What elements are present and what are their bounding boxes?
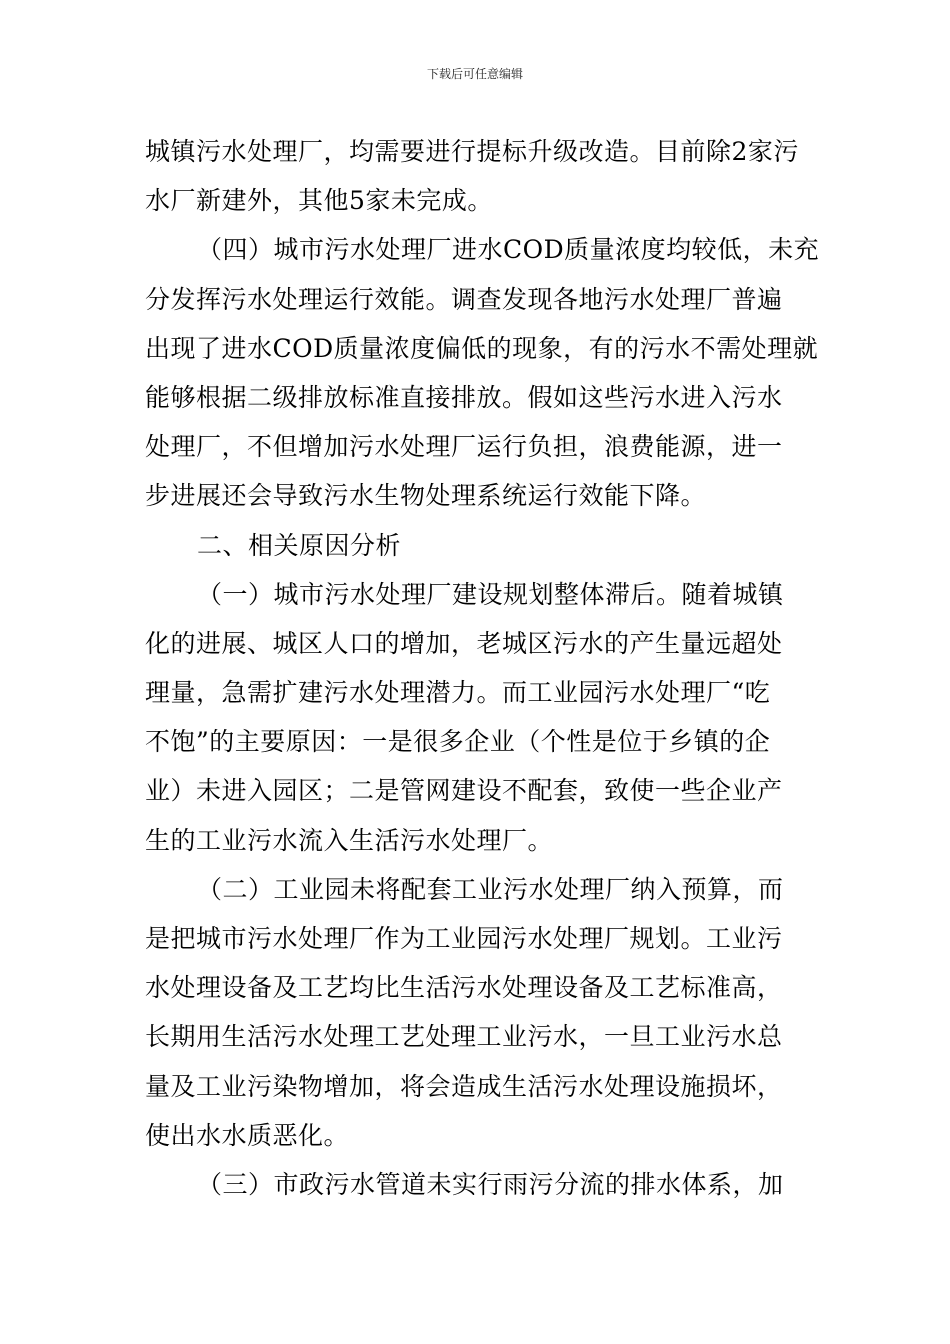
text-line: 处理厂，不但增加污水处理厂运行负担，浪费能源，进一: [145, 432, 783, 462]
text-line: 不饱”的主要原因：一是很多企业（个性是位于乡镇的企: [145, 727, 771, 757]
text-line: 量及工业污染物增加，将会造成生活污水处理设施损坏，: [145, 1071, 783, 1101]
text-line: （二）工业园未将配套工业污水处理厂纳入预算，而: [197, 874, 784, 904]
text-line: 化的进展、城区人口的增加，老城区污水的产生量远超处: [145, 628, 783, 658]
text-line: 生的工业污水流入生活污水处理厂。: [145, 825, 554, 855]
text-line: 业）未进入园区；二是管网建设不配套，致使一些企业产: [145, 776, 783, 806]
text-line: 分发挥污水处理运行效能。调查发现各地污水处理厂普遍: [145, 284, 783, 314]
text-line: 能够根据二级排放标准直接排放。假如这些污水进入污水: [145, 382, 783, 412]
text-line: 城镇污水处理厂，均需要进行提标升级改造。目前除2家污: [145, 137, 799, 166]
document-body: [145, 127, 820, 1209]
text-line: 使出水水质恶化。: [145, 1120, 350, 1150]
text-line: 水厂新建外，其他5家未完成。: [145, 186, 493, 216]
text-line: 长期用生活污水处理工艺处理工业污水，一旦工业污水总: [145, 1022, 783, 1052]
text-line: 理量，急需扩建污水处理潜力。而工业园污水处理厂“吃: [145, 678, 771, 708]
text-line: （四）城市污水处理厂进水COD质量浓度均较低，未充: [197, 235, 820, 265]
text-line: 出现了进水COD质量浓度偏低的现象，有的污水不需处理就: [145, 333, 819, 363]
section-heading: 二、相关原因分析: [197, 530, 402, 560]
text-line: 步进展还会导致污水生物处理系统运行效能下降。: [145, 481, 707, 511]
text-line: 水处理设备及工艺均比生活污水处理设备及工艺标准高，: [145, 973, 783, 1003]
text-line: 是把城市污水处理厂作为工业园污水处理厂规划。工业污: [145, 924, 783, 953]
page-header: 下载后可任意编辑: [426, 67, 523, 81]
text-line: （三）市政污水管道未实行雨污分流的排水体系，加: [197, 1169, 784, 1199]
text-line: （一）城市污水处理厂建设规划整体滞后。随着城镇: [197, 579, 784, 609]
